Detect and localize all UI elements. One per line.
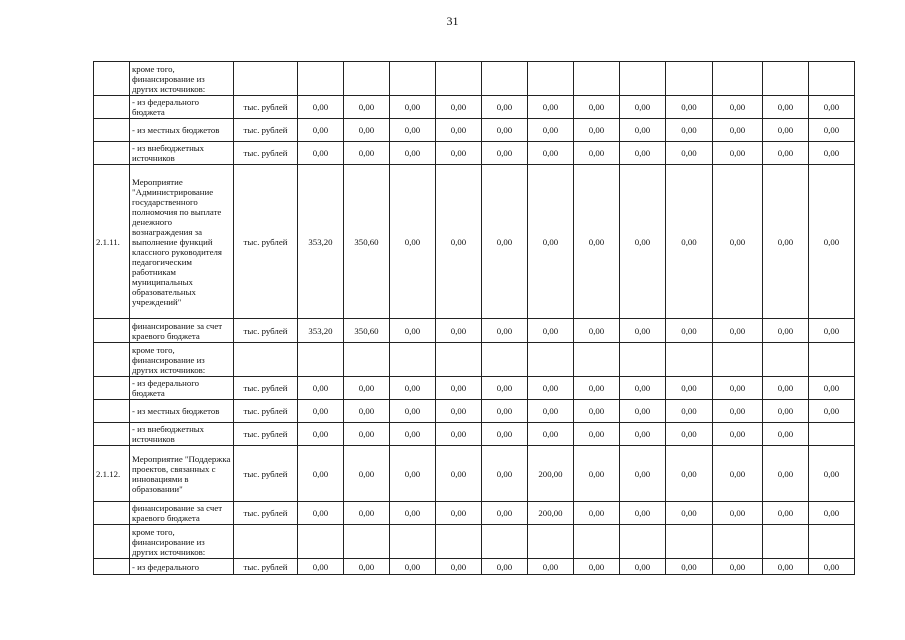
value-cell: 0,00 xyxy=(620,142,666,165)
row-name-cell: Мероприятие "Администрирование государственного полномочия по выплате денежного вознаграждения за выполнение функций классного руководителя педагогическим работникам муниципальных образовательных учреждений" xyxy=(130,165,234,319)
value-cell: 0,00 xyxy=(713,446,763,502)
row-unit-cell: тыс. рублей xyxy=(234,165,298,319)
value-cell: 0,00 xyxy=(713,119,763,142)
value-cell: 0,00 xyxy=(344,502,390,525)
table-row xyxy=(94,400,855,423)
value-cell: 0,00 xyxy=(763,142,809,165)
row-code-cell xyxy=(94,319,130,343)
value-cell: 0,00 xyxy=(482,96,528,119)
value-cell: 0,00 xyxy=(763,119,809,142)
value-cell: 0,00 xyxy=(763,319,809,343)
row-name-cell: - из местных бюджетов xyxy=(130,400,234,423)
value-cell xyxy=(763,525,809,559)
value-cell: 0,00 xyxy=(666,423,713,446)
value-cell: 0,00 xyxy=(344,559,390,575)
value-cell: 0,00 xyxy=(390,165,436,319)
row-name-cell: кроме того, финансирование из других источников: xyxy=(130,62,234,96)
value-cell: 0,00 xyxy=(574,377,620,400)
value-cell xyxy=(666,525,713,559)
value-cell: 0,00 xyxy=(482,319,528,343)
row-unit-cell: тыс. рублей xyxy=(234,559,298,575)
value-cell: 0,00 xyxy=(436,119,482,142)
value-cell: 0,00 xyxy=(298,377,344,400)
value-cell: 0,00 xyxy=(574,142,620,165)
row-code-cell xyxy=(94,343,130,377)
value-cell: 0,00 xyxy=(528,165,574,319)
table-row xyxy=(94,62,855,96)
row-code-cell: 2.1.11. xyxy=(94,165,130,319)
value-cell xyxy=(574,525,620,559)
row-unit-cell xyxy=(234,525,298,559)
value-cell: 0,00 xyxy=(436,446,482,502)
row-code-cell: 2.1.12. xyxy=(94,446,130,502)
value-cell: 0,00 xyxy=(666,377,713,400)
value-cell: 0,00 xyxy=(482,446,528,502)
value-cell: 0,00 xyxy=(298,119,344,142)
value-cell: 0,00 xyxy=(482,559,528,575)
row-unit-cell: тыс. рублей xyxy=(234,119,298,142)
value-cell: 0,00 xyxy=(713,559,763,575)
value-cell: 200,00 xyxy=(528,446,574,502)
value-cell: 0,00 xyxy=(620,400,666,423)
value-cell: 0,00 xyxy=(620,96,666,119)
value-cell: 0,00 xyxy=(713,165,763,319)
value-cell xyxy=(809,343,855,377)
value-cell xyxy=(298,525,344,559)
value-cell xyxy=(344,62,390,96)
value-cell: 0,00 xyxy=(436,142,482,165)
value-cell: 0,00 xyxy=(298,423,344,446)
value-cell: 0,00 xyxy=(436,400,482,423)
row-name-cell: - из федерального xyxy=(130,559,234,575)
value-cell xyxy=(666,62,713,96)
value-cell: 0,00 xyxy=(344,96,390,119)
value-cell: 0,00 xyxy=(390,446,436,502)
row-name-cell: финансирование за счет краевого бюджета xyxy=(130,502,234,525)
value-cell: 0,00 xyxy=(482,423,528,446)
value-cell: 0,00 xyxy=(666,502,713,525)
value-cell: 0,00 xyxy=(620,502,666,525)
value-cell: 0,00 xyxy=(528,400,574,423)
value-cell: 0,00 xyxy=(344,423,390,446)
budget-table xyxy=(93,61,855,575)
value-cell xyxy=(620,62,666,96)
value-cell: 0,00 xyxy=(436,423,482,446)
row-code-cell xyxy=(94,62,130,96)
value-cell: 0,00 xyxy=(763,423,809,446)
value-cell xyxy=(809,525,855,559)
value-cell: 0,00 xyxy=(574,319,620,343)
value-cell: 0,00 xyxy=(666,165,713,319)
value-cell xyxy=(298,343,344,377)
value-cell: 0,00 xyxy=(666,400,713,423)
value-cell: 0,00 xyxy=(528,96,574,119)
value-cell: 0,00 xyxy=(436,96,482,119)
value-cell: 200,00 xyxy=(528,502,574,525)
value-cell: 0,00 xyxy=(436,559,482,575)
value-cell: 0,00 xyxy=(713,319,763,343)
value-cell: 0,00 xyxy=(390,400,436,423)
value-cell: 0,00 xyxy=(574,502,620,525)
value-cell xyxy=(620,525,666,559)
value-cell: 0,00 xyxy=(809,165,855,319)
value-cell: 0,00 xyxy=(763,559,809,575)
value-cell: 0,00 xyxy=(620,559,666,575)
table-row xyxy=(94,446,855,502)
row-code-cell xyxy=(94,423,130,446)
value-cell: 353,20 xyxy=(298,165,344,319)
page-number: 31 xyxy=(446,14,459,28)
row-unit-cell: тыс. рублей xyxy=(234,400,298,423)
value-cell xyxy=(713,343,763,377)
value-cell xyxy=(436,343,482,377)
row-name-cell: - из федерального бюджета xyxy=(130,377,234,400)
value-cell: 0,00 xyxy=(713,502,763,525)
table-row xyxy=(94,319,855,343)
row-code-cell xyxy=(94,502,130,525)
value-cell: 0,00 xyxy=(482,502,528,525)
value-cell: 0,00 xyxy=(809,377,855,400)
value-cell: 0,00 xyxy=(436,165,482,319)
table-row xyxy=(94,377,855,400)
value-cell: 0,00 xyxy=(528,423,574,446)
value-cell xyxy=(574,62,620,96)
value-cell: 0,00 xyxy=(436,377,482,400)
value-cell: 0,00 xyxy=(809,119,855,142)
value-cell: 0,00 xyxy=(436,319,482,343)
row-code-cell xyxy=(94,96,130,119)
value-cell xyxy=(390,62,436,96)
value-cell xyxy=(763,62,809,96)
value-cell: 0,00 xyxy=(763,400,809,423)
value-cell: 0,00 xyxy=(763,502,809,525)
value-cell: 350,60 xyxy=(344,165,390,319)
value-cell: 0,00 xyxy=(666,446,713,502)
value-cell: 0,00 xyxy=(390,377,436,400)
value-cell: 0,00 xyxy=(666,559,713,575)
table-row xyxy=(94,119,855,142)
row-unit-cell xyxy=(234,62,298,96)
row-unit-cell: тыс. рублей xyxy=(234,502,298,525)
value-cell: 0,00 xyxy=(298,96,344,119)
value-cell: 350,60 xyxy=(344,319,390,343)
row-unit-cell: тыс. рублей xyxy=(234,142,298,165)
table-row xyxy=(94,502,855,525)
value-cell xyxy=(528,62,574,96)
value-cell: 0,00 xyxy=(713,423,763,446)
row-code-cell xyxy=(94,525,130,559)
value-cell: 0,00 xyxy=(390,423,436,446)
value-cell: 0,00 xyxy=(620,119,666,142)
value-cell: 0,00 xyxy=(528,142,574,165)
value-cell xyxy=(344,525,390,559)
value-cell: 0,00 xyxy=(482,400,528,423)
value-cell: 0,00 xyxy=(809,559,855,575)
row-name-cell: кроме того, финансирование из других источников: xyxy=(130,343,234,377)
value-cell: 0,00 xyxy=(620,165,666,319)
value-cell xyxy=(344,343,390,377)
row-code-cell xyxy=(94,377,130,400)
value-cell xyxy=(528,525,574,559)
value-cell: 0,00 xyxy=(482,119,528,142)
value-cell: 0,00 xyxy=(763,446,809,502)
row-name-cell: - из внебюджетных источников xyxy=(130,423,234,446)
value-cell: 0,00 xyxy=(620,377,666,400)
row-unit-cell: тыс. рублей xyxy=(234,377,298,400)
row-name-cell: - из местных бюджетов xyxy=(130,119,234,142)
table-row xyxy=(94,559,855,575)
value-cell: 0,00 xyxy=(344,142,390,165)
row-name-cell: финансирование за счет краевого бюджета xyxy=(130,319,234,343)
value-cell: 0,00 xyxy=(713,377,763,400)
table-row xyxy=(94,525,855,559)
value-cell: 0,00 xyxy=(528,377,574,400)
value-cell: 0,00 xyxy=(574,423,620,446)
value-cell: 0,00 xyxy=(713,400,763,423)
value-cell xyxy=(390,343,436,377)
value-cell: 0,00 xyxy=(763,96,809,119)
value-cell xyxy=(482,525,528,559)
table-row xyxy=(94,96,855,119)
row-name-cell: Мероприятие "Поддержка проектов, связанных с инновациями в образовании" xyxy=(130,446,234,502)
value-cell: 0,00 xyxy=(574,96,620,119)
value-cell xyxy=(809,423,855,446)
value-cell: 0,00 xyxy=(390,142,436,165)
value-cell xyxy=(574,343,620,377)
value-cell xyxy=(763,343,809,377)
value-cell: 0,00 xyxy=(620,423,666,446)
row-code-cell xyxy=(94,559,130,575)
value-cell: 0,00 xyxy=(809,502,855,525)
value-cell: 0,00 xyxy=(763,377,809,400)
value-cell: 0,00 xyxy=(436,502,482,525)
value-cell: 0,00 xyxy=(666,119,713,142)
value-cell: 0,00 xyxy=(390,319,436,343)
row-code-cell xyxy=(94,119,130,142)
value-cell: 0,00 xyxy=(528,319,574,343)
value-cell: 0,00 xyxy=(298,559,344,575)
value-cell: 0,00 xyxy=(666,142,713,165)
value-cell xyxy=(298,62,344,96)
value-cell: 0,00 xyxy=(574,165,620,319)
value-cell xyxy=(713,525,763,559)
value-cell xyxy=(713,62,763,96)
value-cell: 0,00 xyxy=(574,400,620,423)
value-cell: 0,00 xyxy=(482,142,528,165)
value-cell: 0,00 xyxy=(809,142,855,165)
value-cell: 0,00 xyxy=(344,119,390,142)
row-name-cell: кроме того, финансирование из других источников: xyxy=(130,525,234,559)
value-cell: 0,00 xyxy=(528,559,574,575)
value-cell xyxy=(482,343,528,377)
value-cell: 0,00 xyxy=(482,377,528,400)
row-unit-cell: тыс. рублей xyxy=(234,96,298,119)
value-cell: 0,00 xyxy=(298,446,344,502)
table-row xyxy=(94,423,855,446)
value-cell: 0,00 xyxy=(298,502,344,525)
value-cell: 0,00 xyxy=(574,119,620,142)
value-cell: 0,00 xyxy=(482,165,528,319)
value-cell: 0,00 xyxy=(809,96,855,119)
value-cell xyxy=(436,525,482,559)
row-code-cell xyxy=(94,142,130,165)
value-cell xyxy=(809,62,855,96)
value-cell: 0,00 xyxy=(713,142,763,165)
value-cell: 0,00 xyxy=(666,96,713,119)
value-cell: 0,00 xyxy=(620,446,666,502)
value-cell xyxy=(390,525,436,559)
table-row xyxy=(94,142,855,165)
value-cell xyxy=(528,343,574,377)
row-code-cell xyxy=(94,400,130,423)
value-cell: 0,00 xyxy=(298,400,344,423)
table-row xyxy=(94,343,855,377)
value-cell: 0,00 xyxy=(713,96,763,119)
value-cell: 0,00 xyxy=(390,119,436,142)
value-cell xyxy=(666,343,713,377)
value-cell: 0,00 xyxy=(344,446,390,502)
row-name-cell: - из федерального бюджета xyxy=(130,96,234,119)
table-row xyxy=(94,165,855,319)
row-name-cell: - из внебюджетных источников xyxy=(130,142,234,165)
value-cell: 0,00 xyxy=(390,559,436,575)
value-cell: 0,00 xyxy=(390,96,436,119)
value-cell: 0,00 xyxy=(809,319,855,343)
value-cell: 0,00 xyxy=(620,319,666,343)
value-cell: 353,20 xyxy=(298,319,344,343)
value-cell: 0,00 xyxy=(344,400,390,423)
row-unit-cell: тыс. рублей xyxy=(234,423,298,446)
value-cell: 0,00 xyxy=(763,165,809,319)
value-cell: 0,00 xyxy=(574,446,620,502)
value-cell: 0,00 xyxy=(574,559,620,575)
row-unit-cell: тыс. рублей xyxy=(234,319,298,343)
value-cell: 0,00 xyxy=(809,400,855,423)
row-unit-cell xyxy=(234,343,298,377)
value-cell: 0,00 xyxy=(390,502,436,525)
value-cell xyxy=(482,62,528,96)
row-unit-cell: тыс. рублей xyxy=(234,446,298,502)
value-cell: 0,00 xyxy=(666,319,713,343)
value-cell: 0,00 xyxy=(528,119,574,142)
value-cell xyxy=(436,62,482,96)
value-cell xyxy=(620,343,666,377)
value-cell: 0,00 xyxy=(344,377,390,400)
value-cell: 0,00 xyxy=(298,142,344,165)
value-cell: 0,00 xyxy=(809,446,855,502)
